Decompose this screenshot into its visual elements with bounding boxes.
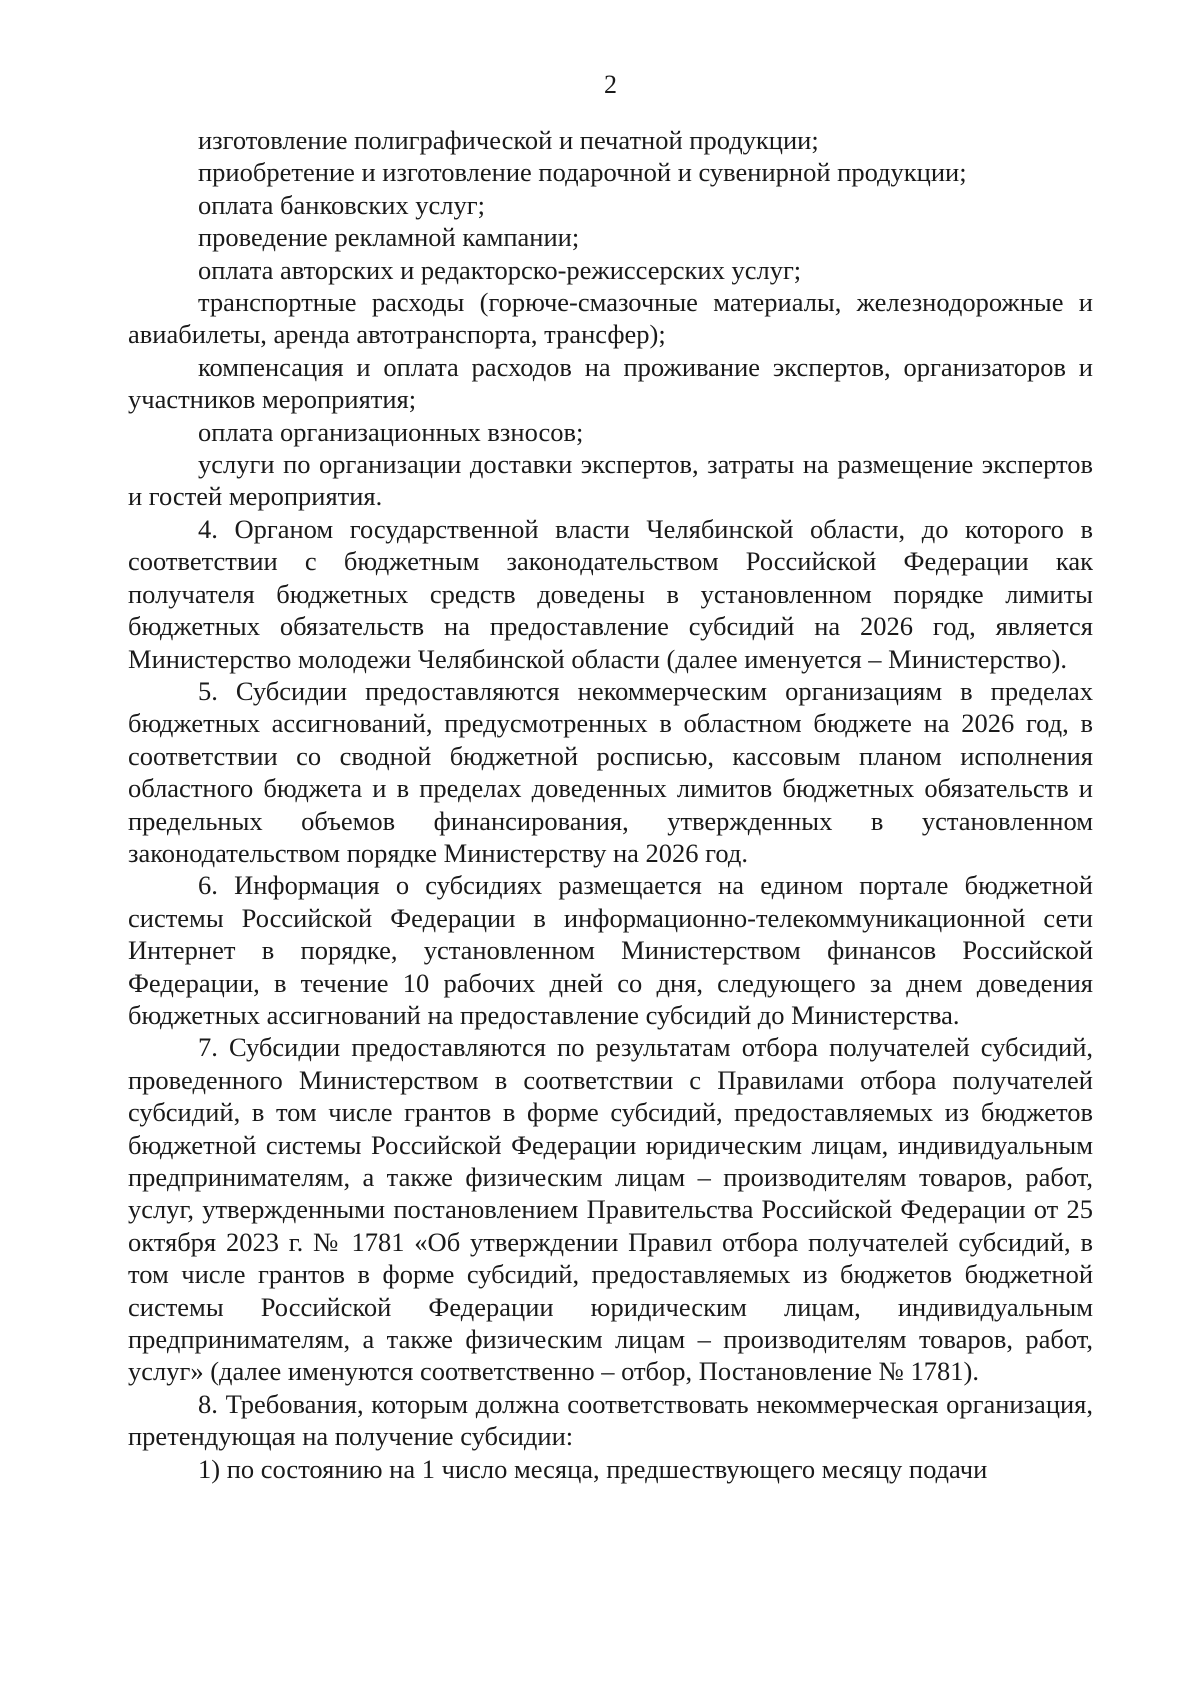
list-item-printing: изготовление полиграфической и печатной продукции; bbox=[198, 125, 819, 155]
list-item-gifts: приобретение и изготовление подарочной и сувенирной продукции; bbox=[198, 157, 967, 188]
clause-7: 7. Субсидии предоставляются по результатам отбора получателей субсидий, проведенного Министерством в соответствии с Правилами отбора получателей субсидий, в том числе грантов в форме субсидий, предоставляемых из бюджетов бюджетной системы Российской Федерации юридическим лицам, индивидуальным предпринимателям, а также физическим лицам – производителям товаров, работ, услуг, утвержденными постановлением Правительства Российской Федерации от 25 октября 2023 г. № 1781 «Об утверждении Правил отбора получателей субсидий, в том числе грантов в форме субсидий, предоставляемых из бюджетов бюджетной системы Российской Федерации юридическим лицам, индивидуальным предпринимателям, а также физическим лицам – производителям товаров, работ, услуг» (далее именуются соответственно – отбор, Постановление № 1781). bbox=[128, 1032, 1093, 1387]
list-item-authors: оплата авторских и редакторско-режиссерских услуг; bbox=[198, 254, 802, 285]
list-item-banking: оплата банковских услуг; bbox=[198, 189, 485, 220]
list-item-advertising: проведение рекламной кампании; bbox=[198, 222, 580, 253]
list-item-accommodation: компенсация и оплата расходов на проживание экспертов, организаторов и участников мероприятия; bbox=[128, 351, 1093, 415]
clause-4: 4. Органом государственной власти Челябинской области, до которого в соответствии с бюджетным законодательством Российской Федерации как получателя бюджетных средств доведены в установленном порядке лимиты бюджетных обязательств на предоставление субсидий на 2026 год, является Министерство молодежи Челябинской области (далее именуется – Министерство). bbox=[128, 513, 1093, 674]
list-item-transport: транспортные расходы (горюче-смазочные материалы, железнодорожные и авиабилеты, аренда автотранспорта, трансфер); bbox=[128, 287, 1093, 350]
list-item-delivery: услуги по организации доставки экспертов, затраты на размещение экспертов и гостей мероприятия. bbox=[128, 449, 1093, 512]
list-item-fees: оплата организационных взносов; bbox=[198, 416, 584, 447]
clause-5: 5. Субсидии предоставляются некоммерческим организациям в пределах бюджетных ассигнований, предусмотренных в областном бюджете на 2026 год, в соответствии со сводной бюджетной росписью, кассовым планом исполнения областного бюджета и в пределах доведенных лимитов бюджетных обязательств и предельных объемов финансирования, утвержденных в установленном законодательством порядке Министерству на 2026 год. bbox=[128, 675, 1093, 868]
document-page bbox=[128, 0, 1093, 1698]
page-number: 2 bbox=[604, 70, 617, 99]
clause-8-item-1: 1) по состоянию на 1 число месяца, предшествующего месяцу подачи bbox=[198, 1453, 988, 1484]
document-body bbox=[128, 124, 1093, 1485]
clause-6: 6. Информация о субсидиях размещается на едином портале бюджетной системы Российской Федерации в информационно-телекоммуникационной сети Интернет в порядке, установленном Министерством финансов Российской Федерации, в течение 10 рабочих дней со дня, следующего за днем доведения бюджетных ассигнований на предоставление субсидий до Министерства. bbox=[128, 870, 1093, 1030]
clause-8: 8. Требования, которым должна соответствовать некоммерческая организация, претендующая на получение субсидии: bbox=[128, 1388, 1093, 1452]
